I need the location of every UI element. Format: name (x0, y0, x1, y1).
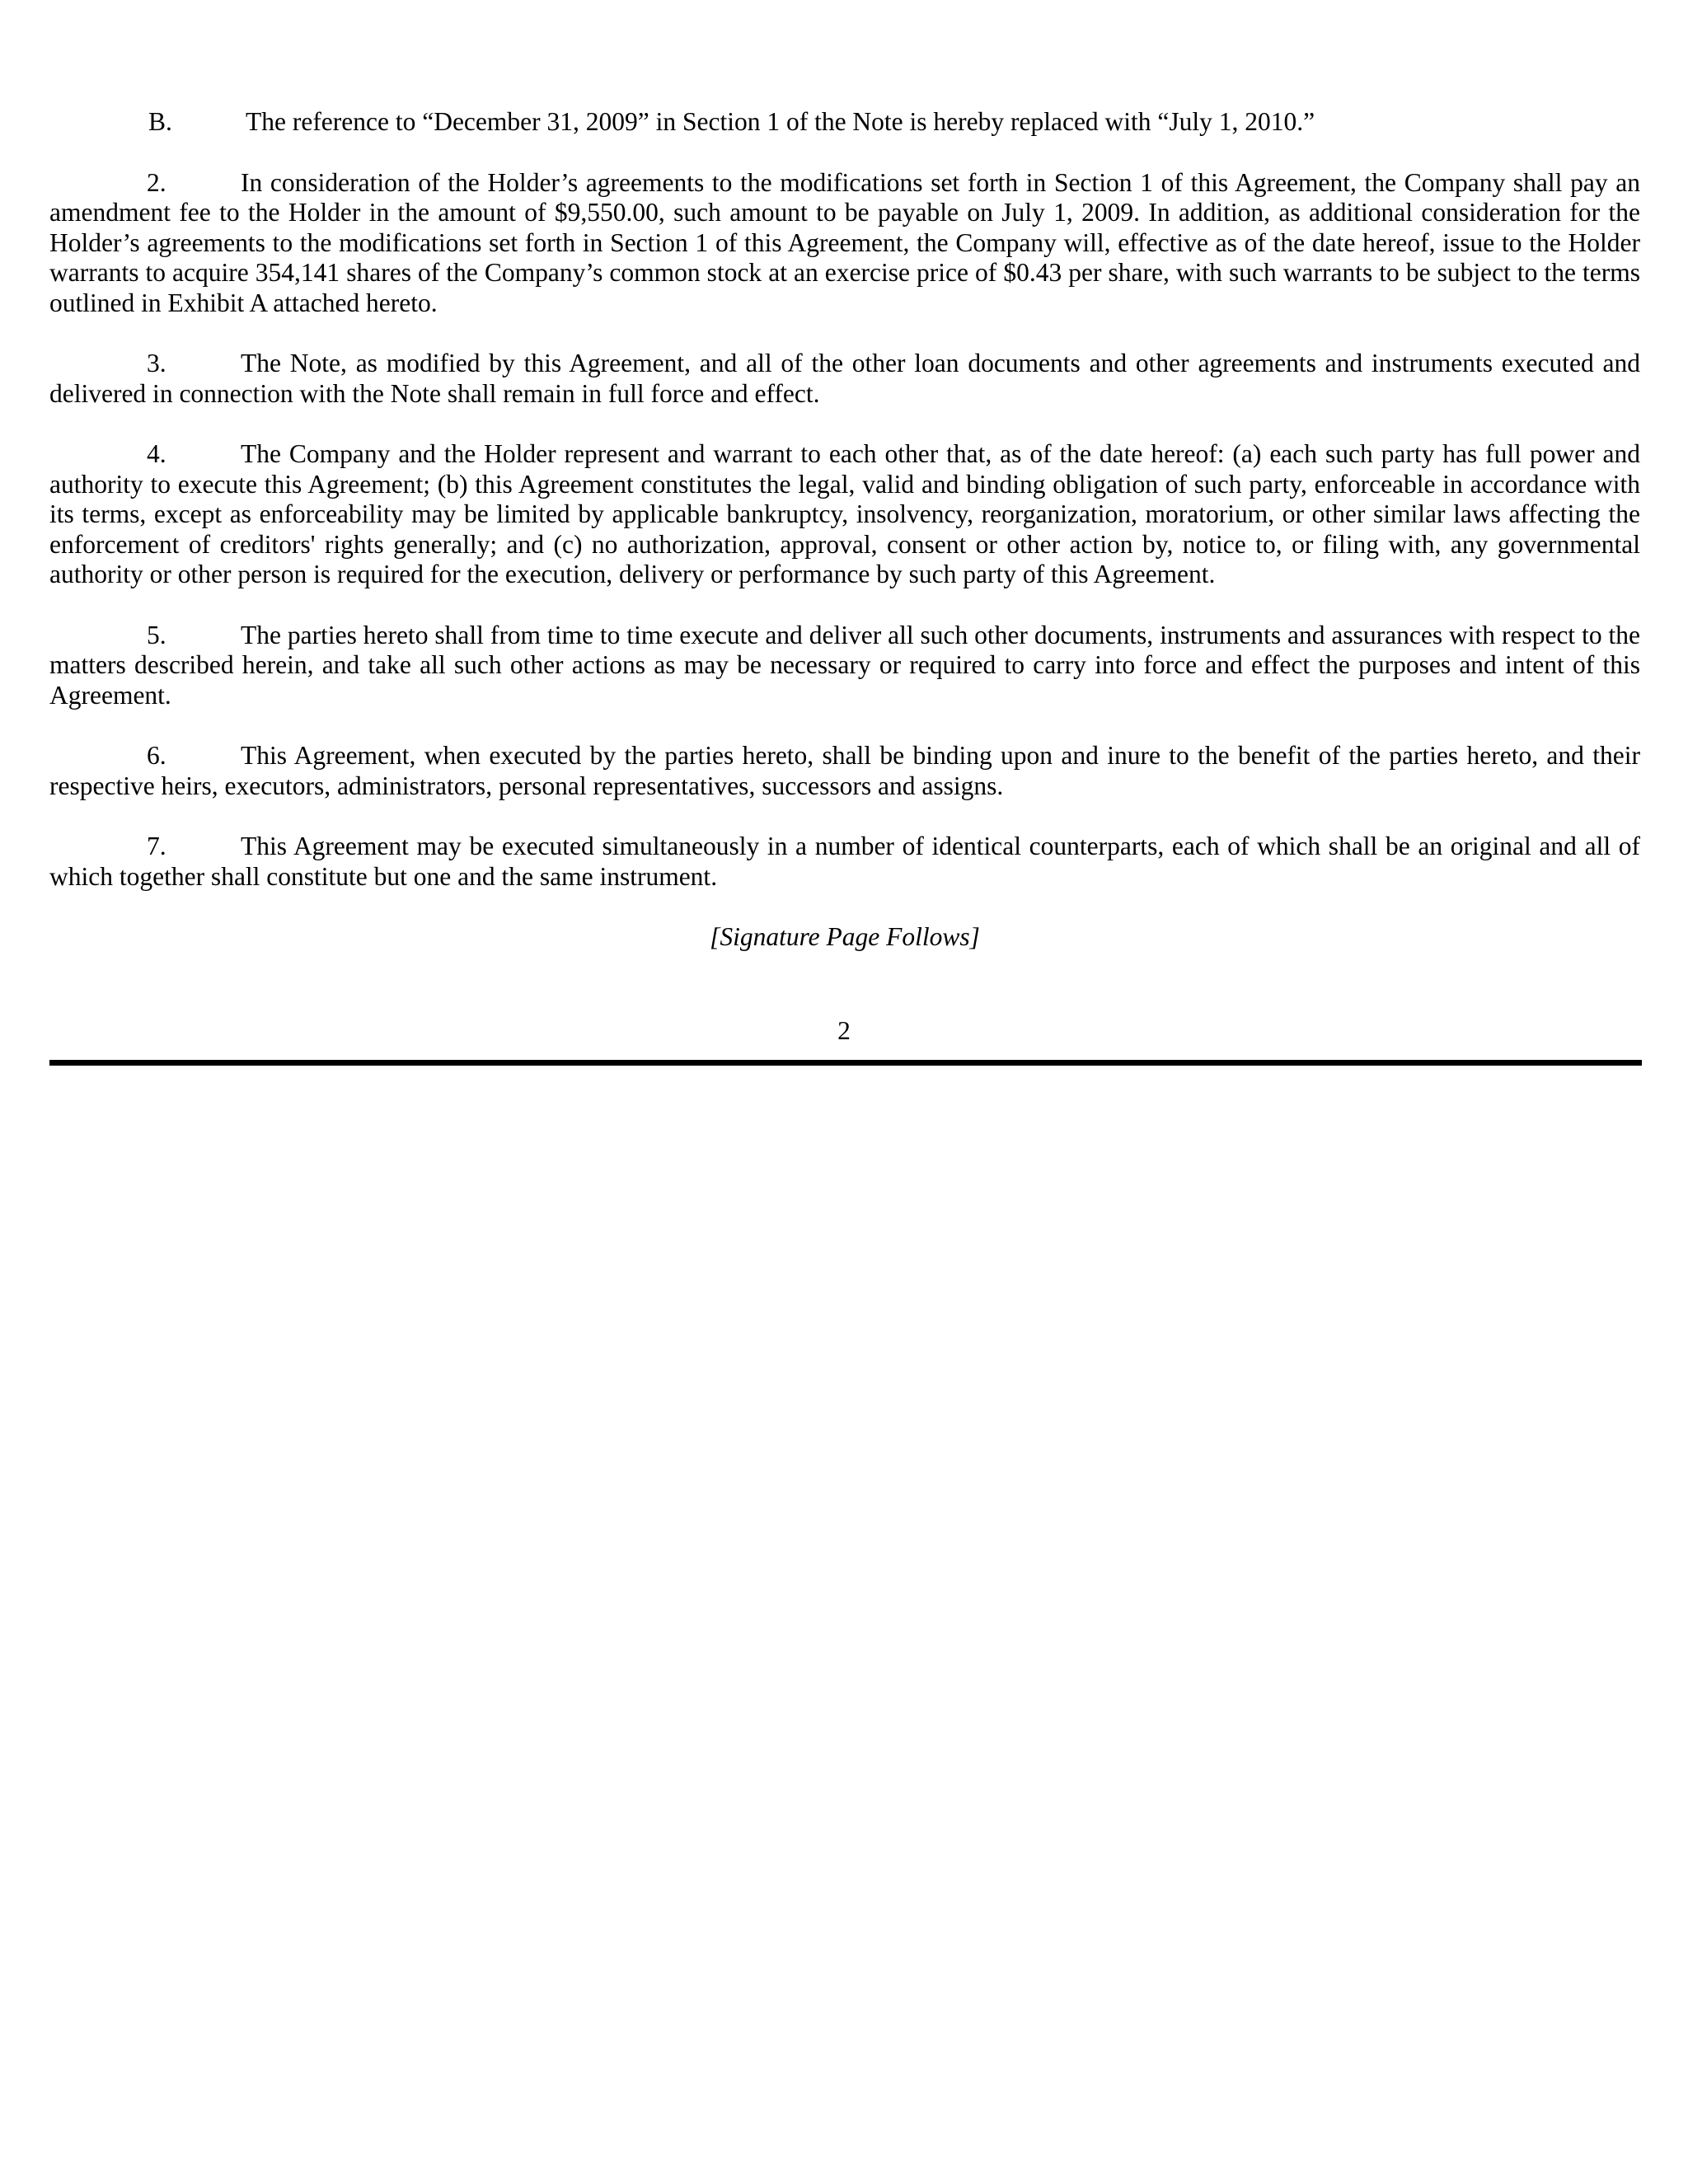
signature-page-note: [Signature Page Follows] (710, 922, 980, 951)
page-bottom-rule (49, 1060, 1642, 1066)
paragraph-2 (49, 168, 1640, 319)
paragraph-number: 2. (147, 167, 166, 197)
paragraph-4 (49, 439, 1640, 590)
paragraph-number: 7. (147, 832, 166, 860)
paragraph-number: B. (148, 107, 172, 136)
paragraph-text: The reference to “December 31, 2009” in Section 1 of the Note is hereby replaced with “July 1, 2010.” (246, 107, 1315, 136)
paragraph-5 (49, 621, 1640, 711)
paragraph-7 (49, 832, 1640, 892)
paragraph-number: 3. (147, 349, 166, 377)
page-number: 2 (837, 1016, 851, 1045)
paragraph-number: 5. (147, 620, 166, 649)
paragraph-text: The Company and the Holder represent and warrant to each other that, as of the date hereof: (a) each such party has full power and authority to execute this Agreement; (b) this Agreement constitutes the legal, valid and binding obligation of such party, enforceable in accordance with its terms, except as enforceability may be limited by applicable bankruptcy, insolvency, reorganization, moratorium, or other similar laws affecting the enforcement of creditors' rights generally; and (c) no authorization, approval, consent or other action by, notice to, or filing with, any governmental authority or other person is required for the execution, delivery or performance by such party of this Agreement. (49, 439, 1640, 588)
paragraph-number: 6. (147, 741, 166, 770)
paragraph-text: In consideration of the Holder’s agreements to the modifications set forth in Section 1 of this Agreement, the Company shall pay an amendment fee to the Holder in the amount of $9,550.00, such amount to be payable on July 1, 2009. In addition, as additional consideration for the Holder’s agreements to the modifications set forth in Section 1 of this Agreement, the Company will, effective as of the date hereof, issue to the Holder warrants to acquire 354,141 shares of the Company’s common stock at an exercise price of $0.43 per share, with such warrants to be subject to the terms outlined in Exhibit A attached hereto. (49, 167, 1640, 317)
paragraph-6 (49, 741, 1640, 801)
paragraph-number: 4. (147, 439, 166, 468)
paragraph-b (49, 107, 1640, 138)
paragraph-text: This Agreement may be executed simultaneously in a number of identical counterparts, each of which shall be an original and all of which together shall constitute but one and the same instrument. (49, 832, 1640, 891)
paragraph-text: The parties hereto shall from time to time execute and deliver all such other documents, instruments and assurances with respect to the matters described herein, and take all such other actions as may be necessary or required to carry into force and effect the purposes and intent of this Agreement. (49, 620, 1640, 710)
document-body (49, 107, 1640, 953)
paragraph-3 (49, 349, 1640, 409)
paragraph-text: The Note, as modified by this Agreement, and all of the other loan documents and other agreements and instruments executed and delivered in connection with the Note shall remain in full force and effect. (49, 349, 1640, 408)
paragraph-text: This Agreement, when executed by the parties hereto, shall be binding upon and inure to the benefit of the parties hereto, and their respective heirs, executors, administrators, personal representatives, successors and assigns. (49, 741, 1640, 800)
